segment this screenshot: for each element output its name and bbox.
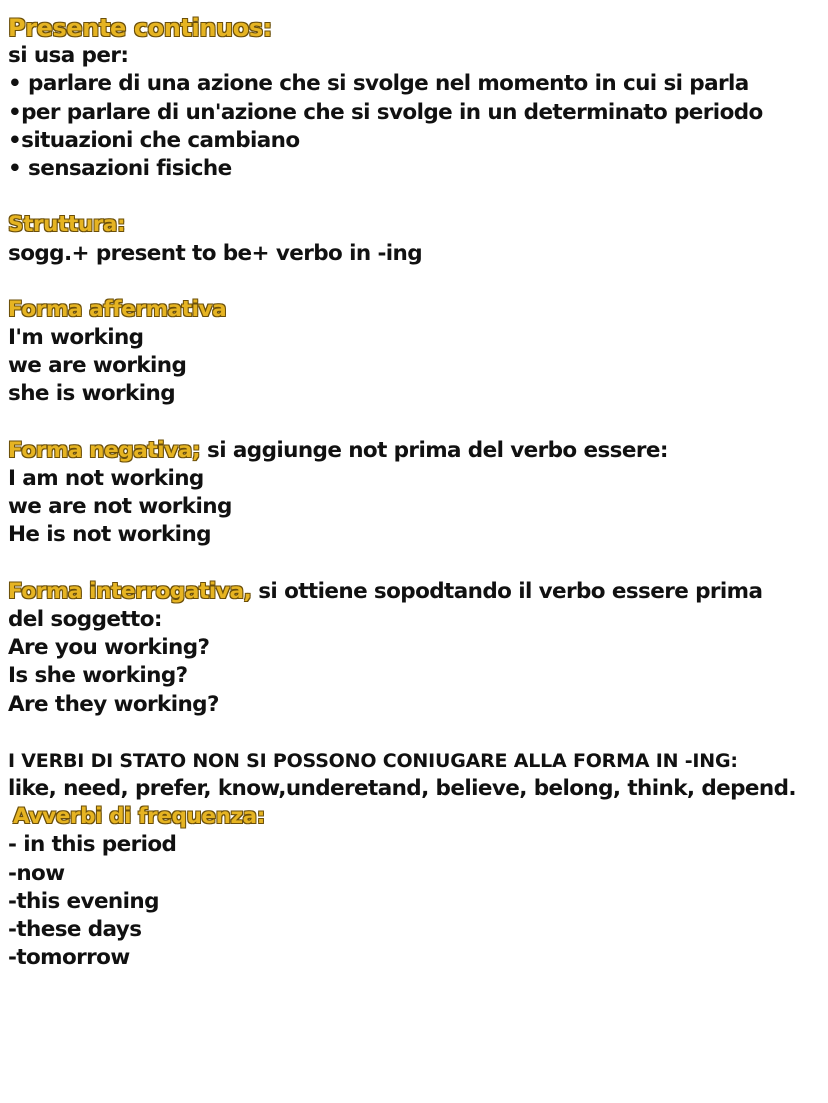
affirmative-heading: Forma affermativa [8, 296, 227, 322]
interrogative-example: Are they working? [8, 691, 219, 717]
spacer [8, 409, 820, 437]
structure-text: sogg.+ present to be+ verbo in -ing [8, 240, 423, 266]
negative-example: we are not working [8, 494, 232, 520]
affirmative-example: we are working [8, 353, 187, 379]
use-item: • sensazioni fisiche [8, 155, 232, 181]
interrogative-note-cont: del soggetto: [8, 606, 162, 632]
spacer [8, 268, 820, 296]
spacer [8, 719, 820, 747]
state-verbs-list: like, need, prefer, know,underetand, believe, belong, think, depend. [8, 776, 796, 802]
uses-intro: si usa per: [8, 43, 129, 69]
negative-heading: Forma negativa; [8, 437, 201, 463]
spacer [8, 183, 820, 211]
negative-note: si aggiunge not prima del verbo essere: [200, 437, 668, 463]
page-title: Presente continuos: [8, 14, 272, 42]
interrogative-note: si ottiene sopodtando il verbo essere prima [251, 578, 763, 604]
use-item: •situazioni che cambiano [8, 127, 300, 153]
negative-line [8, 437, 820, 465]
use-item: •per parlare di un'azione che si svolge in un determinato periodo [8, 99, 763, 125]
adverb-item: -now [8, 860, 65, 886]
state-verbs-rule: I VERBI DI STATO NON SI POSSONO CONIUGARE ALLA FORMA IN -ING: [8, 749, 738, 772]
adverb-item: -these days [8, 917, 142, 942]
interrogative-line [8, 578, 820, 606]
negative-example: I am not working [8, 466, 204, 491]
negative-example: He is not working [8, 522, 211, 548]
affirmative-example: I'm working [8, 325, 144, 351]
use-item: • parlare di una azione che si svolge nel momento in cui si parla [8, 71, 749, 97]
notes-page [8, 14, 820, 972]
adverb-item: - in this period [8, 832, 177, 858]
spacer [8, 550, 820, 578]
adverbs-heading: Avverbi di frequenza: [13, 804, 265, 830]
adverb-item: -this evening [8, 888, 159, 914]
affirmative-example: she is working [8, 381, 176, 407]
adverb-item: -tomorrow [8, 945, 130, 971]
interrogative-heading: Forma interrogativa, [8, 578, 252, 604]
interrogative-example: Are you working? [8, 635, 210, 661]
structure-heading: Struttura: [8, 212, 126, 238]
interrogative-example: Is she working? [8, 663, 188, 689]
